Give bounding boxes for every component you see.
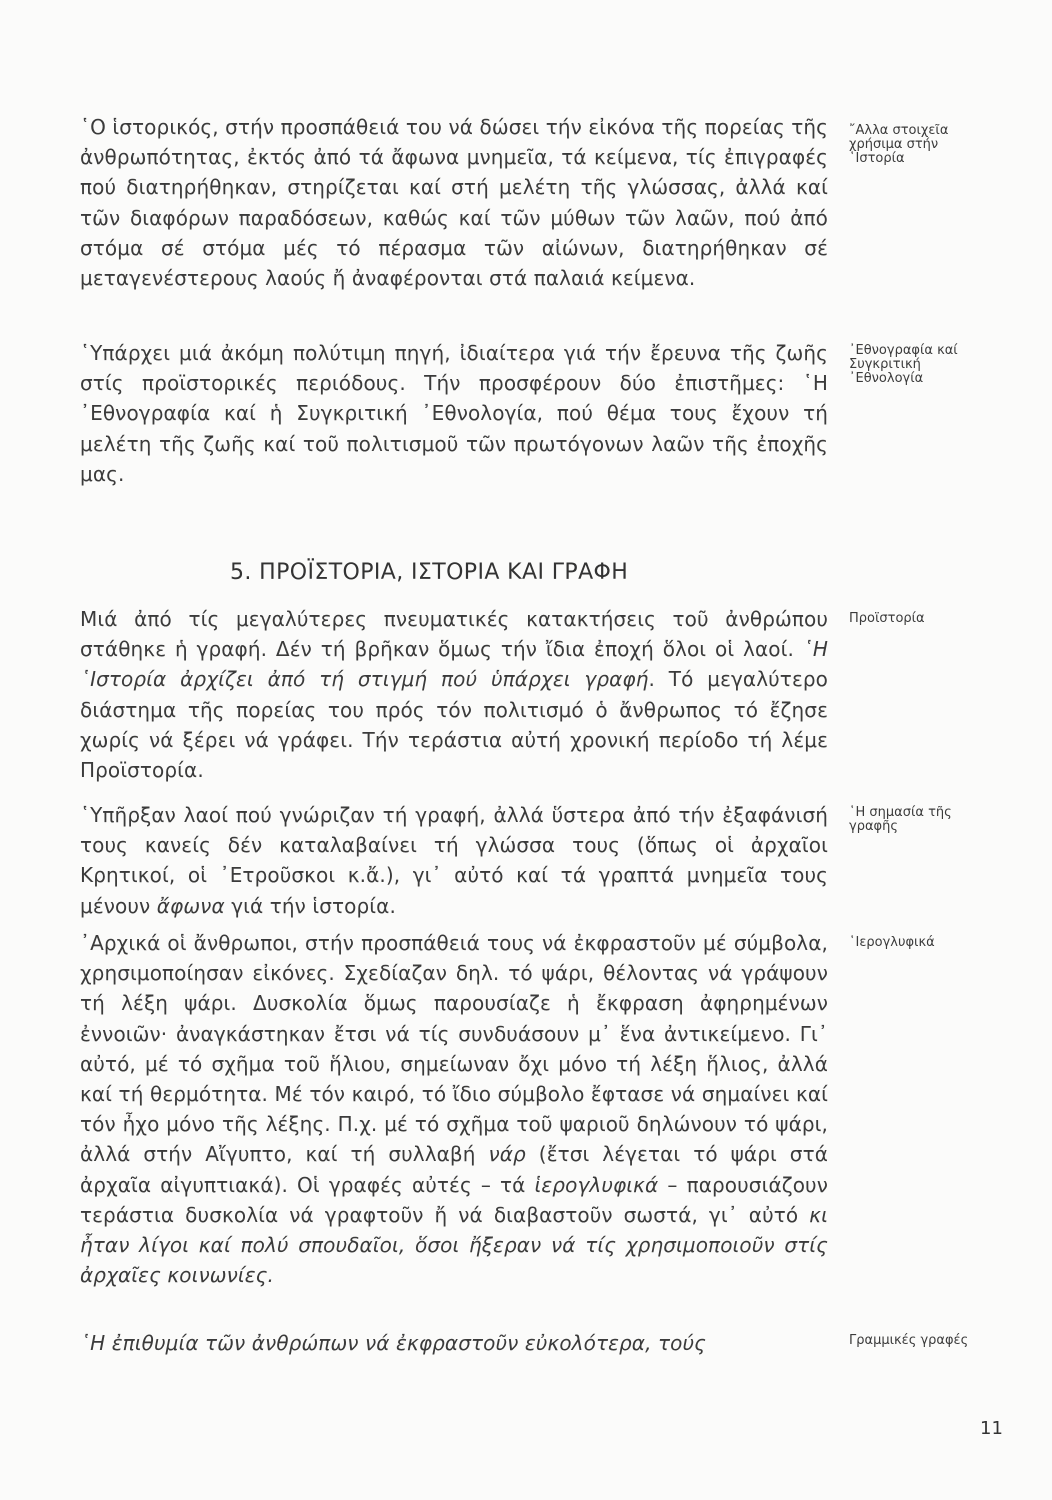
paragraph-5 — [80, 928, 828, 1290]
margin-note-ethnography: ᾿Εθνογραφία καί Συγκριτική ᾿Εθνολογία — [849, 343, 958, 386]
paragraph-2 — [80, 338, 828, 489]
paragraph-3-text-a: Μιά ἀπό τίς μεγαλύτερες πνευματικές κατακτήσεις τοῦ ἀνθρώπου στάθηκε ἡ γραφή. Δέν τή βρῆκαν ὅμως τήν ἴδια ἐποχή ὅλοι οἱ λαοί. — [80, 607, 828, 662]
paragraph-2-text: ῾Υπάρχει μιά ἀκόμη πολύτιμη πηγή, ἰδιαίτερα γιά τήν ἔρευνα τῆς ζωῆς στίς προϊστορικές περιόδους. Τήν προσφέρουν δύο ἐπιστῆμες: ῾Η ᾿Εθνογραφία καί ἡ Συγκριτική ᾿Εθνολογία, πού θέμα τους ἔχουν τή μελέτη τῆς ζωῆς καί τοῦ πολιτισμοῦ τῶν πρωτόγονων λαῶν τῆς ἐποχῆς μας. — [80, 341, 828, 486]
paragraph-4-italic: ἄφωνα — [156, 893, 225, 918]
paragraph-1 — [80, 112, 828, 293]
paragraph-6-italic: ῾Η ἐπιθυμία τῶν ἀνθρώπων νά ἐκφραστοῦν εὐκολότερα, τούς — [80, 1331, 706, 1355]
paragraph-5-text-b: (ἔτσι λέγεται τό ψάρι στά ἀρχαῖα αἰγυπτιακά). Οἱ γραφές αὐτές – τά — [80, 1142, 828, 1197]
paragraph-5-text-a: ᾿Αρχικά οἱ ἄνθρωποι, στήν προσπάθειά τους νά ἐκφραστοῦν μέ σύμβολα, χρησιμοποίησαν εἰκόνες. Σχεδίαζαν δηλ. τό ψάρι, θέλοντας νά γράψουν τή λέξη ψάρι. Δυσκολία ὅμως παρουσίαζε ἡ ἔκφραση ἀφηρημένων ἐννοιῶν· ἀναγκάστηκαν ἔτσι νά τίς συνδυάσουν μ᾿ ἕνα ἀντικείμενο. Γι᾿ αὐτό, μέ τό σχῆμα τοῦ ἥλιου, σημείωναν ὄχι μόνο τή λέξη ἥλιος, ἀλλά καί τή θερμότητα. Μέ τόν καιρό, τό ἴδιο σύμβολο ἔφτασε νά σημαίνει καί τόν ἦχο μόνο τῆς λέξης. Π.χ. μέ τό σχῆμα τοῦ ψαριοῦ δηλώνουν τό ψάρι, ἀλλά στήν Αἴγυπτο, καί τή συλλαβή — [80, 931, 828, 1167]
section-heading: 5. ΠΡΟΪΣΤΟΡΙΑ, ΙΣΤΟΡΙΑ ΚΑΙ ΓΡΑΦΗ — [230, 560, 629, 585]
margin-note-hieroglyphics: ῾Ιερογλυφικά — [849, 935, 935, 950]
margin-note-linear-scripts: Γραμμικές γραφές — [849, 1333, 969, 1348]
paragraph-4-text-a: ῾Υπῆρξαν λαοί πού γνώριζαν τή γραφή, ἀλλά ὕστερα ἀπό τήν ἐξαφάνισή τους κανείς δέν καταλαβαίνει τή γλώσσα τους (ὅπως οἱ ἀρχαῖοι Κρητικοί, οἱ ᾿Ετροῦσκοι κ.ἄ.), γι᾿ αὐτό καί τά γραπτά μνημεῖα τους μένουν — [80, 803, 828, 918]
margin-note-other-sources: ῎Αλλα στοιχεῖα χρήσιμα στήν ῾Ιστορία — [849, 123, 949, 166]
paragraph-5-italic-c: κι ἦταν λίγοι καί πολύ σπουδαῖοι, ὅσοι ἤξεραν νά τίς χρησιμοποιοῦν στίς ἀρχαῖες κοινωνίες. — [80, 1202, 828, 1288]
paragraph-4-text-b: γιά τήν ἱστορία. — [224, 893, 396, 918]
paragraph-3 — [80, 604, 828, 785]
margin-note-prehistory: Προϊστορία — [849, 611, 925, 626]
paragraph-4 — [80, 800, 828, 921]
paragraph-3-text-b: . Τό μεγαλύτερο διάστημα τῆς πορείας του πρός τόν πολιτισμό ὁ ἄνθρωπος τό ἔζησε χωρίς νά ξέρει νά γράφει. Τήν τεράστια αὐτή χρονική περίοδο τή λέμε Προϊστορία. — [80, 667, 828, 783]
paragraph-3-italic: ῾Η ῾Ιστορία ἀρχίζει ἀπό τή στιγμή πού ὑπάρχει γραφή — [80, 637, 828, 692]
paragraph-1-text: ῾Ο ἱστορικός, στήν προσπάθειά του νά δώσει τήν εἰκόνα τῆς πορείας τῆς ἀνθρωπότητας, ἐκτός ἀπό τά ἄφωνα μνημεῖα, τά κείμενα, τίς ἐπιγραφές πού διατηρήθηκαν, στηρίζεται καί στή μελέτη τῆς γλώσσας, ἀλλά καί τῶν διαφόρων παραδόσεων, καθώς καί τῶν μύθων τῶν λαῶν, πού ἀπό στόμα σέ στόμα μές τό πέρασμα τῶν αἰώνων, διατηρήθηκαν σέ μεταγενέστερους λαούς ἤ ἀναφέρονται στά παλαιά κείμενα. — [80, 115, 828, 291]
paragraph-5-text-c: – παρουσιάζουν τεράστια δυσκολία νά γραφτοῦν ἤ νά διαβαστοῦν σωστά, γι᾿ αὐτό — [80, 1172, 828, 1227]
paragraph-5-italic-a: νάρ — [488, 1142, 526, 1167]
margin-note-importance-of-writing: ῾Η σημασία τῆς γραφῆς — [849, 805, 952, 834]
page-number: 11 — [980, 1418, 1003, 1439]
paragraph-5-italic-b: ἱερογλυφικά — [534, 1172, 659, 1197]
paragraph-6 — [80, 1328, 828, 1358]
